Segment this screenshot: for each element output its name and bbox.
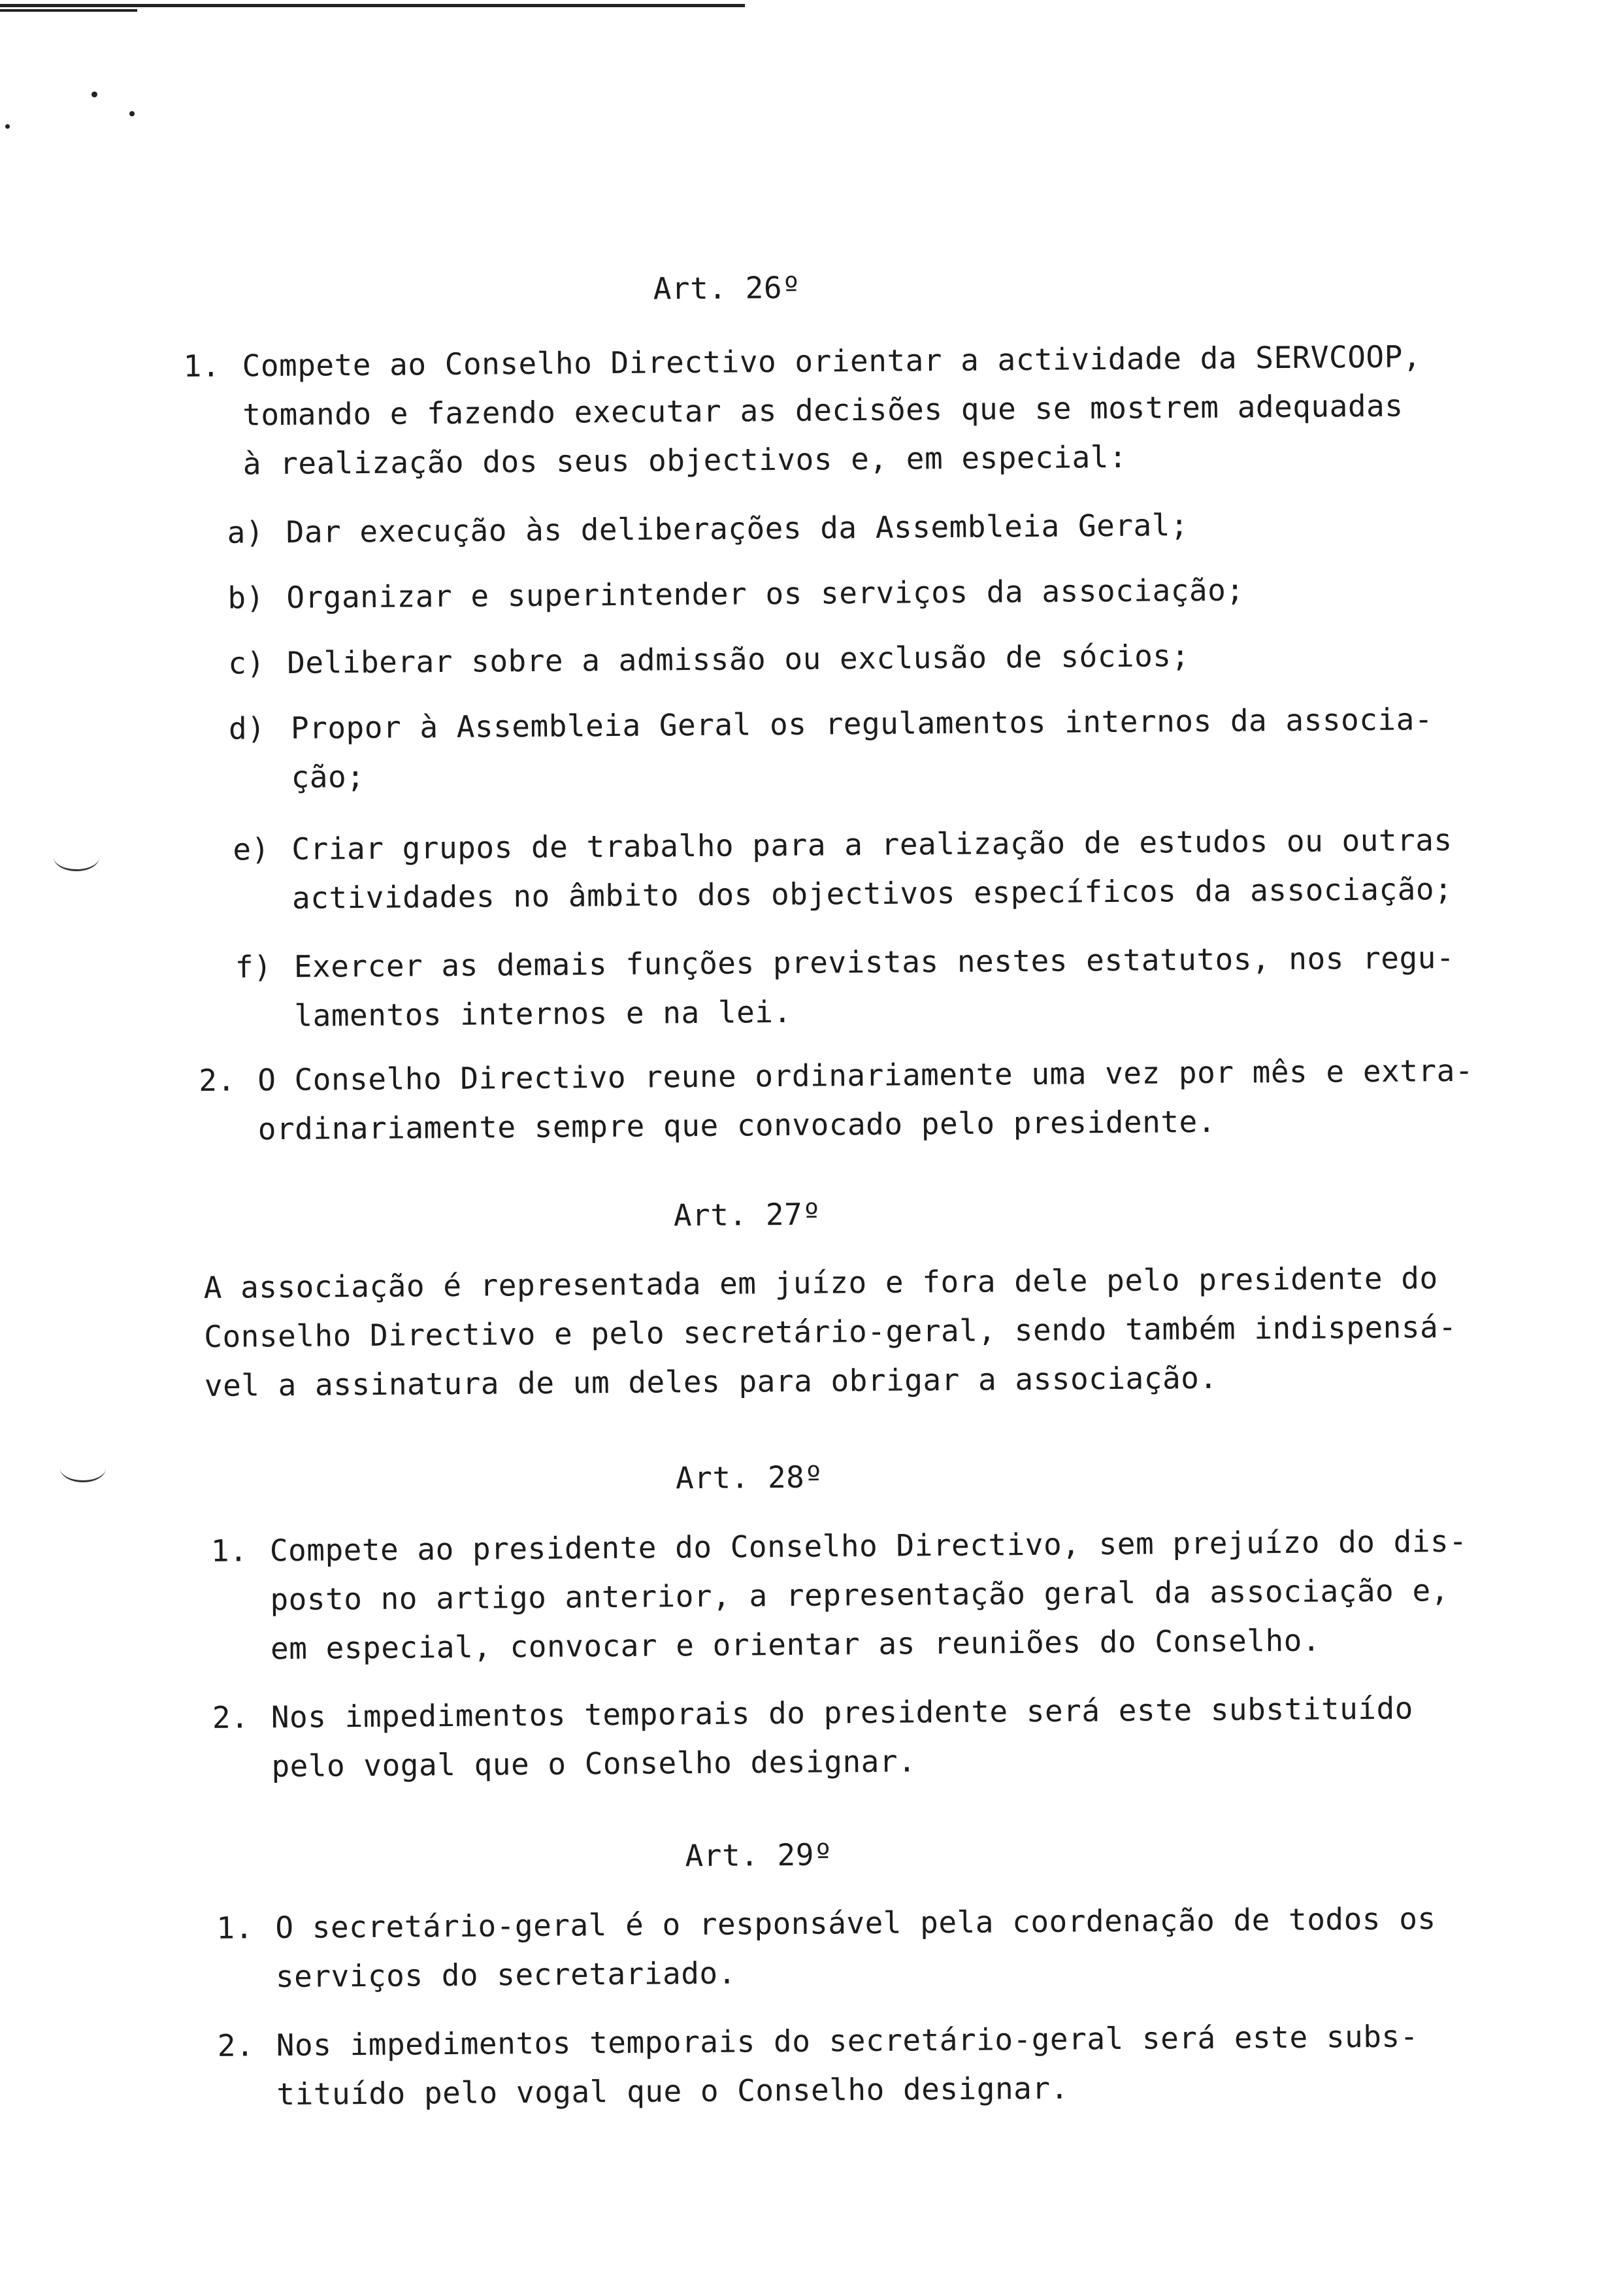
paragraph-line: O secretário-geral é o responsável pela coordenação de todos os bbox=[275, 1901, 1436, 1946]
article-heading-29: Art. 29º bbox=[685, 1837, 833, 1874]
article-heading-28: Art. 28º bbox=[675, 1459, 823, 1496]
paragraph-line: ordinariamente sempre que convocado pelo presidente. bbox=[257, 1103, 1217, 1147]
item-number: 2. bbox=[217, 2027, 255, 2063]
item-number: 2. bbox=[198, 1062, 236, 1099]
item-number: 1. bbox=[210, 1533, 248, 1569]
paragraph-line: Dar execução às deliberações da Assembleia Geral; bbox=[286, 507, 1189, 550]
paragraph-line: Nos impedimentos temporais do presidente será este substituído bbox=[271, 1690, 1414, 1735]
paragraph-line: ção; bbox=[291, 759, 365, 795]
paragraph-line: posto no artigo anterior, a representação geral da associação e, bbox=[270, 1572, 1450, 1618]
item-label: d) bbox=[228, 710, 266, 746]
paragraph-line: lamentos internos e na lei. bbox=[294, 993, 792, 1033]
item-label: a) bbox=[227, 514, 265, 550]
paragraph-line: pelo vogal que o Conselho designar. bbox=[271, 1743, 917, 1784]
item-label: c) bbox=[227, 645, 265, 681]
paragraph-line: Compete ao Conselho Directivo orientar a actividade da SERVCOOP, bbox=[242, 339, 1422, 384]
paragraph-line: Compete ao presidente do Conselho Directivo, sem prejuízo do dis- bbox=[269, 1523, 1468, 1569]
article-heading-26: Art. 26º bbox=[653, 269, 801, 307]
paragraph-line: Exercer as demais funções previstas nestes estatutos, nos regu- bbox=[293, 939, 1455, 984]
paragraph-line: tituído pelo vogal que o Conselho designar. bbox=[276, 2070, 1069, 2112]
paragraph-line: vel a assinatura de um deles para obrigar a associação. bbox=[204, 1359, 1218, 1403]
paragraph-line: Conselho Directivo e pelo secretário-geral, sendo também indispensá- bbox=[204, 1308, 1457, 1354]
article-heading-27: Art. 27º bbox=[673, 1196, 821, 1233]
item-label: b) bbox=[227, 580, 265, 616]
item-number: 2. bbox=[212, 1699, 250, 1735]
paragraph-line: em especial, convocar e orientar as reuniões do Conselho. bbox=[270, 1622, 1321, 1667]
paragraph-line: Organizar e superintender os serviços da associação; bbox=[286, 572, 1245, 615]
paragraph-line: actividades no âmbito dos objectivos específicos da associação; bbox=[291, 871, 1453, 916]
item-number: 1. bbox=[183, 348, 221, 384]
paragraph-line: Propor à Assembleia Geral os regulamentos internos da associa- bbox=[290, 701, 1434, 746]
paragraph-line: A associação é representada em juízo e fora dele pelo presidente do bbox=[203, 1260, 1438, 1305]
paragraph-line: tomando e fazendo executar as decisões que se mostrem adequadas bbox=[242, 388, 1404, 433]
item-label: e) bbox=[233, 831, 271, 867]
paragraph-line: Nos impedimentos temporais do secretário-geral será este subs- bbox=[276, 2018, 1419, 2063]
paragraph-line: à realização dos seus objectivos e, em especial: bbox=[242, 439, 1128, 482]
paragraph-line: serviços do secretariado. bbox=[275, 1955, 737, 1995]
paragraph-line: Deliberar sobre a admissão ou exclusão de sócios; bbox=[286, 638, 1190, 680]
item-number: 1. bbox=[216, 1910, 254, 1946]
paragraph-line: O Conselho Directivo reune ordinariamente uma vez por mês e extra- bbox=[257, 1052, 1474, 1098]
item-label: f) bbox=[235, 949, 272, 985]
paragraph-line: Criar grupos de trabalho para a realização de estudos ou outras bbox=[291, 822, 1453, 867]
